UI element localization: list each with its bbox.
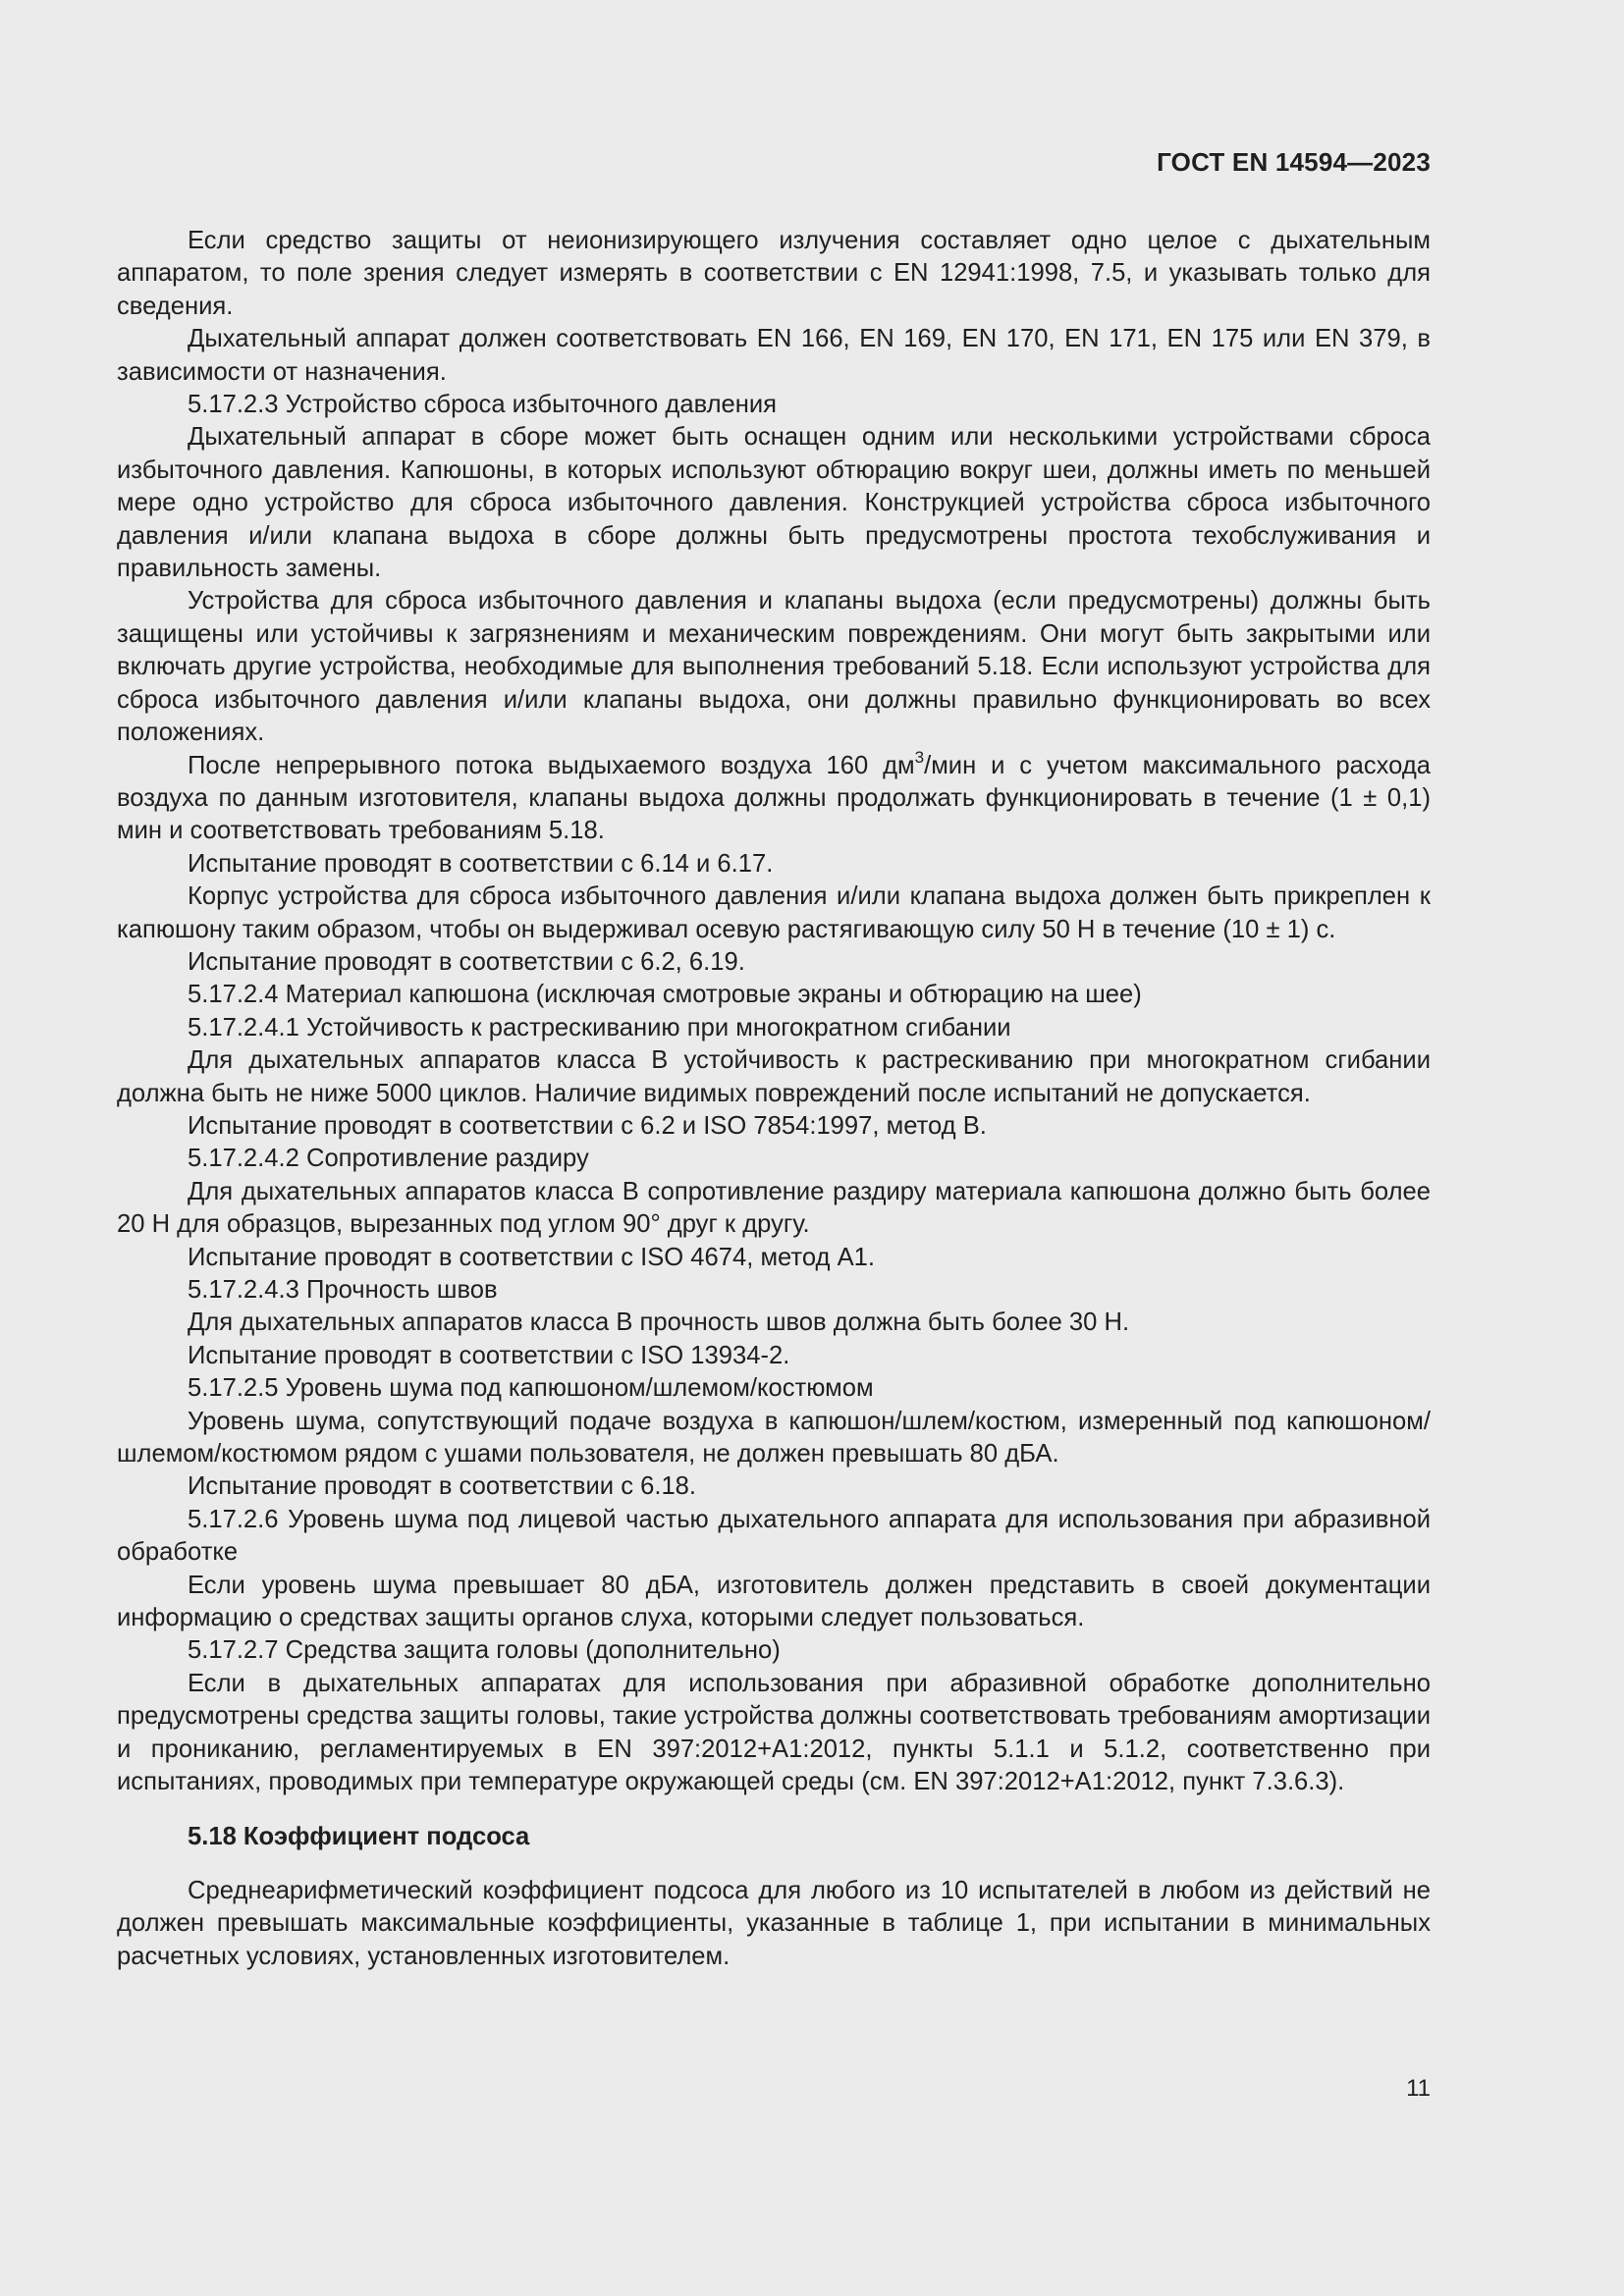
paragraph: Если средство защиты от неионизирующего излучения составляет одно целое с дыхательным аппаратом, то поле зрения следует измерять в соответствии с EN 12941:1998, 7.5, и указывать только для сведения. [117,227,1431,320]
document-header: ГОСТ EN 14594—2023 [1157,147,1431,177]
section-heading: 5.18 Коэффициент подсоса [188,1822,530,1850]
subsection-title: 5.17.2.4.3 Прочность швов [188,1276,498,1304]
paragraph: Устройства для сброса избыточного давления и клапаны выдоха (если предусмотрены) должны быть защищены или устойчивы к загрязнениям и механическим повреждениям. Они могут быть закрытыми или включать другие устройства, необходимые для выполнения требований 5.18. Если используют устройства для сброса избыточного давления и/или клапаны выдоха, они должны правильно функционировать во всех положениях. [117,587,1431,747]
paragraph: Среднеарифметический коэффициент подсоса для любого из 10 испытателей в любом из действий не должен превышать максимальные коэффициенты, указанные в таблице 1, при испытании в минимальных расчетных условиях, установленных изготовителем. [117,1876,1431,1970]
paragraph: Испытание проводят в соответствии с ISO 13934-2. [188,1341,790,1369]
subsection-title: 5.17.2.4 Материал капюшона (исключая смотровые экраны и обтюрацию на шее) [188,981,1142,1009]
paragraph: Испытание проводят в соответствии с 6.18. [188,1472,697,1501]
paragraph: Для дыхательных аппаратов класса В прочность швов должна быть более 30 Н. [188,1308,1130,1337]
subsection-title: 5.17.2.3 Устройство сброса избыточного давления [188,391,778,419]
paragraph: Для дыхательных аппаратов класса В сопротивление раздиру материала капюшона должно быть более 20 Н для образцов, вырезанных под углом 90° друг к другу. [117,1177,1431,1239]
subsection-title: 5.17.2.4.2 Сопротивление раздиру [188,1145,589,1173]
document-body [117,225,1431,1973]
page-number: 11 [1406,2075,1431,2102]
paragraph: Корпус устройства для сброса избыточного давления и/или клапана выдоха должен быть прикреплен к капюшону таким образом, чтобы он выдерживал осевую растягивающую силу 50 Н в течение (10 ± 1) с. [117,882,1431,943]
text-segment: /мин и с учетом максимального расхода воздуха по данным изготовителя, клапаны выдоха должны продолжать функционировать в течение (1 ± 0,1) мин и соответствовать требованиям 5.18. [117,751,1431,845]
paragraph-with-superscript [117,747,1431,848]
subsection-title: 5.17.2.4.1 Устойчивость к растрескиванию при многократном сгибании [188,1013,1011,1041]
paragraph: Испытание проводят в соответствии с ISO 4674, метод А1. [188,1243,876,1271]
subsection-title: 5.17.2.7 Средства защита головы (дополнительно) [188,1636,781,1665]
paragraph: Испытание проводят в соответствии с 6.2 и ISO 7854:1997, метод В. [188,1111,987,1140]
paragraph: Дыхательный аппарат в сборе может быть оснащен одним или несколькими устройствами сброса избыточного давления. Капюшоны, в которых используют обтюрацию вокруг шеи, должны иметь по меньшей мере одно устройство для сброса избыточного давления. Конструкцией устройства сброса избыточного давления и/или клапана выдоха в сборе должны быть предусмотрены простота техобслуживания и правильность замены. [117,423,1431,583]
paragraph: Испытание проводят в соответствии с 6.2, 6.19. [188,947,745,976]
subsection-title: 5.17.2.6 Уровень шума под лицевой частью дыхательного аппарата для использования при абразивной обработке [117,1505,1431,1567]
paragraph: Испытание проводят в соответствии с 6.14 и 6.17. [188,849,774,878]
paragraph: Дыхательный аппарат должен соответствовать EN 166, EN 169, EN 170, EN 171, EN 175 или EN 379, в зависимости от назначения. [117,325,1431,386]
paragraph: Если в дыхательных аппаратах для использования при абразивной обработке дополнительно предусмотрены средства защиты головы, такие устройства должны соответствовать требованиям амортизации и прониканию, регламентируемых в EN 397:2012+A1:2012, пункты 5.1.1 и 5.1.2, соответственно при испытаниях, проводимых при температуре окружающей среды (см. EN 397:2012+A1:2012, пункт 7.3.6.3). [117,1669,1431,1796]
paragraph: Для дыхательных аппаратов класса В устойчивость к растрескиванию при многократном сгибании должна быть не ниже 5000 циклов. Наличие видимых повреждений после испытаний не допускается. [117,1046,1431,1107]
subsection-title: 5.17.2.5 Уровень шума под капюшоном/шлемом/костюмом [188,1374,874,1403]
text-segment: После непрерывного потока выдыхаемого воздуха 160 дм [188,751,915,779]
superscript: 3 [914,747,925,767]
paragraph: Уровень шума, сопутствующий подаче воздуха в капюшон/шлем/костюм, измеренный под капюшоном/шлемом/костюмом рядом с ушами пользователя, не должен превышать 80 дБА. [117,1407,1431,1468]
paragraph: Если уровень шума превышает 80 дБА, изготовитель должен представить в своей документации информацию о средствах защиты органов слуха, которыми следует пользоваться. [117,1571,1431,1632]
